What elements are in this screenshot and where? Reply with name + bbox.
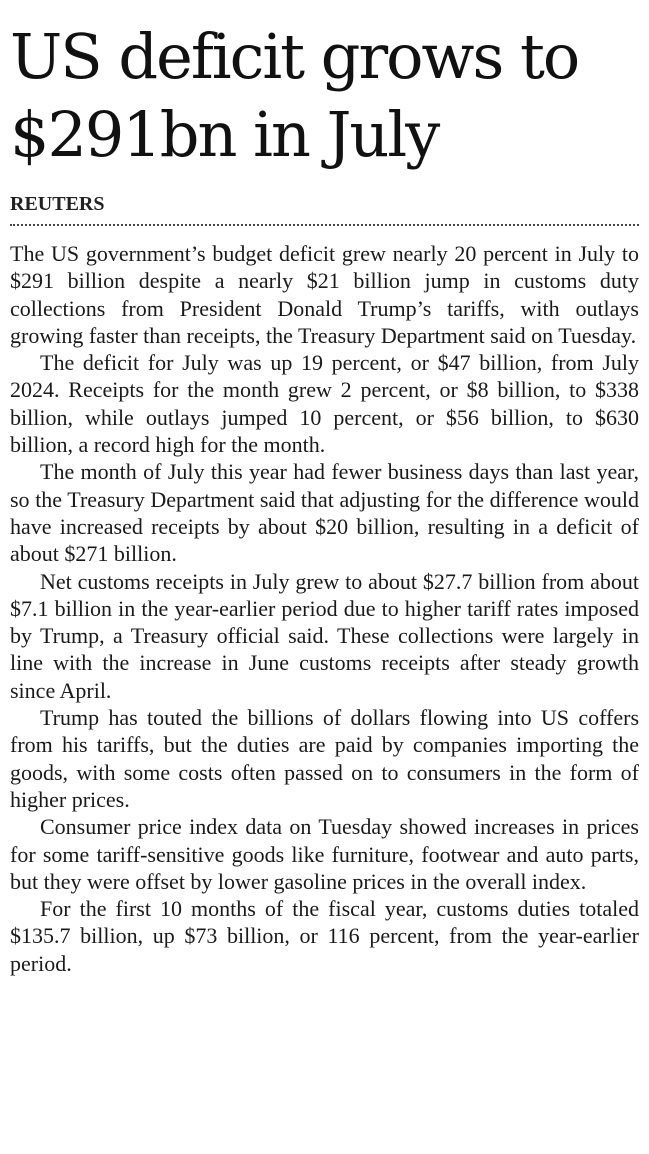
paragraph: The deficit for July was up 19 percent, or $47 billion, from July 2024. Receipts for the month grew 2 percent, or $8 billion, to $338 billion, while outlays jumped 10 percent, or $56 billion, to $630 billion, a record high for the month. — [10, 350, 639, 458]
byline: REUTERS — [10, 193, 105, 215]
paragraph: The month of July this year had fewer business days than last year, so the Treasury Department said that adjusting for the difference would have increased receipts by about $20 billion, resulting in a deficit of about $271 billion. — [10, 459, 639, 567]
paragraph: Consumer price index data on Tuesday showed increases in prices for some tariff-sensitive goods like furniture, footwear and auto parts, but they were offset by lower gasoline prices in the overall index. — [10, 814, 639, 894]
article-body — [10, 240, 639, 977]
news-article — [10, 18, 639, 977]
paragraph: For the first 10 months of the fiscal year, customs duties totaled $135.7 billion, up $73 billion, or 116 percent, from the year-earlier period. — [10, 896, 639, 976]
dotted-divider — [10, 224, 639, 226]
headline: US deficit grows to $291bn in July — [10, 20, 579, 171]
paragraph: Net customs receipts in July grew to about $27.7 billion from about $7.1 billion in the year-earlier period due to higher tariff rates imposed by Trump, a Treasury official said. These collections were largely in line with the increase in June customs receipts after steady growth since April. — [10, 568, 639, 703]
paragraph: The US government’s budget deficit grew nearly 20 percent in July to $291 billion despite a nearly $21 billion jump in customs duty collections from President Donald Trump’s tariffs, with outlays growing faster than receipts, the Treasury Department said on Tuesday. — [10, 241, 639, 348]
paragraph: Trump has touted the billions of dollars flowing into US coffers from his tariffs, but the duties are paid by companies importing the goods, with some costs often passed on to consumers in the form of higher prices. — [10, 705, 639, 812]
